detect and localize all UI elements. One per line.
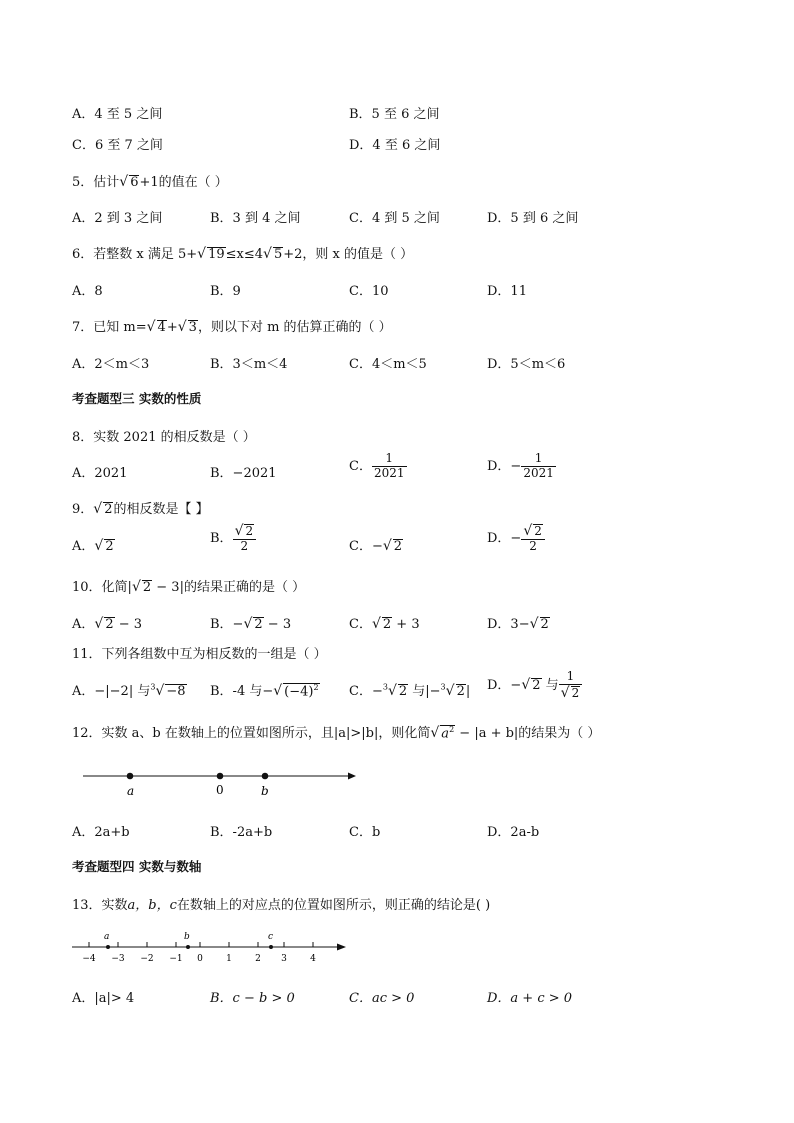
q11-d-pre: D．− (487, 677, 522, 693)
q9-a-radicand: 2 (105, 539, 114, 554)
q7-option-a: A．2＜m＜3 (72, 357, 150, 372)
section-heading-4: 考查题型四 实数与数轴 (72, 859, 202, 874)
label-b: b (261, 784, 269, 798)
q6-option-c: C．10 (349, 284, 389, 299)
q10-d-radicand: 2 (540, 617, 549, 632)
q11-c-radicand-2: 2 (456, 684, 465, 699)
q7-option-d: D．5＜m＜6 (487, 357, 566, 372)
q8-option-d (487, 452, 556, 481)
q10-option-b (210, 613, 291, 632)
q8-c-label: C． (349, 458, 372, 474)
q11-a-radicand: −8 (166, 684, 186, 699)
radical-sign: √ (94, 538, 104, 554)
q5-stem (72, 171, 228, 190)
q6-option-d: D．11 (487, 284, 527, 299)
q11-option-a (72, 680, 187, 699)
q9-option-b (210, 523, 256, 554)
q7-stem-post: ，则以下对 m 的估算正确的（ ） (197, 320, 392, 335)
tick-label: 0 (197, 954, 203, 964)
q7-radicand-1: 4 (157, 320, 166, 335)
q10-stem (72, 576, 305, 595)
section-heading-3: 考查题型三 实数的性质 (72, 391, 202, 406)
q12-stem-pre: 12．实数 a、b 在数轴上的位置如图所示，且|a|>|b|，则化简 (72, 726, 431, 741)
q10-b-radicand: 2 (254, 617, 263, 632)
q10-radicand: 2 (142, 580, 152, 595)
q7-plus: + (166, 320, 178, 335)
radical-sign: √ (243, 616, 253, 632)
tick-group (89, 942, 313, 947)
radical-sign: √ (263, 246, 272, 262)
q13-option-a: A．|a|> 4 (72, 991, 135, 1006)
point-a (106, 945, 110, 949)
q12-radicand (440, 725, 455, 741)
q9-d-label: D．− (487, 530, 522, 546)
fraction-denominator: 2 (529, 539, 537, 554)
q8-option-a: A．2021 (72, 466, 128, 481)
q9-b-fraction (233, 523, 257, 554)
q4-option-a: A．4 至 5 之间 (72, 107, 163, 122)
exponent: 2 (449, 724, 455, 734)
radical-sign: √ (371, 616, 381, 632)
q9-b-radicand: 2 (245, 524, 254, 538)
q8-option-c (349, 452, 407, 481)
q7-option-c: C．4＜m＜5 (349, 357, 427, 372)
q9-a-label: A． (72, 539, 95, 554)
q5-radicand: 6 (130, 175, 139, 190)
q11-d-mid: 与 (541, 677, 559, 693)
tick-label: −3 (111, 954, 125, 964)
q7-option-b: B．3＜m＜4 (210, 357, 288, 372)
point-label-c: c (268, 932, 274, 942)
q13-option-c: C．ac > 0 (349, 991, 415, 1006)
tick-label: 4 (310, 954, 316, 964)
radical-sign: √ (387, 683, 397, 699)
q7-radicand-2: 3 (188, 320, 197, 335)
tick-label: −1 (169, 954, 183, 964)
q7-stem-pre: 7．已知 m= (72, 320, 147, 335)
radical-sign: √ (131, 579, 141, 595)
q11-d-radicand: 2 (532, 677, 541, 693)
point-a (127, 773, 134, 780)
q8-option-b: B．−2021 (210, 466, 277, 481)
q5-option-c: C．4 到 5 之间 (349, 211, 440, 226)
q5-option-d: D．5 到 6 之间 (487, 211, 579, 226)
q11-c-end: | (465, 684, 471, 699)
point-label-b: b (184, 932, 190, 942)
q10-d-label: D．3− (487, 617, 530, 632)
q11-option-d (487, 670, 582, 701)
q12-option-c: C．b (349, 825, 381, 840)
label-zero: 0 (216, 783, 224, 797)
q5-stem-post: +1的值在（ ） (139, 175, 228, 190)
q4-option-d: D．4 至 6 之间 (349, 138, 441, 153)
q11-b-base: (−4) (284, 684, 314, 699)
q10-stem-pre: 10．化简| (72, 580, 132, 595)
radical-sign: √ (560, 684, 570, 701)
root-index: 3 (440, 682, 446, 692)
q6-option-b: B．9 (210, 284, 241, 299)
q7-stem (72, 316, 392, 335)
q9-radicand: 2 (104, 502, 113, 517)
point-b (186, 945, 190, 949)
tick-label: 2 (255, 954, 261, 964)
q11-c-radicand: 2 (398, 684, 408, 699)
q13-stem-vars: a，b，c (127, 898, 177, 913)
q9-option-a (72, 535, 115, 554)
q6-stem (72, 243, 413, 262)
q10-b-label: B．− (210, 617, 244, 632)
q6-option-a: A．8 (72, 284, 103, 299)
q11-d-fraction (559, 670, 583, 701)
q12-option-b: B．-2a+b (210, 825, 273, 840)
root-index: 3 (150, 682, 156, 692)
q11-option-b (210, 680, 320, 699)
q10-a-radicand: 2 (105, 617, 114, 632)
radical-sign: √ (119, 174, 129, 190)
q10-b-post: − 3 (263, 617, 292, 632)
radical-sign: √ (93, 501, 103, 517)
fraction-numerator: 1 (521, 452, 556, 467)
radical-sign: √ (529, 616, 539, 632)
q9-d-radicand: 2 (534, 524, 542, 538)
fraction-numerator: 1 (372, 452, 407, 467)
q10-a-label: A． (72, 617, 95, 632)
q10-option-d (487, 613, 550, 632)
radical-sign: √ (197, 246, 207, 262)
q8-stem: 8．实数 2021 的相反数是（ ） (72, 430, 256, 445)
radical-sign: √ (155, 683, 165, 699)
q11-d-den-radicand: 2 (571, 685, 580, 700)
q10-c-radicand: 2 (382, 617, 392, 632)
q13-stem-pre: 13．实数 (72, 898, 128, 913)
q8-c-fraction (372, 452, 407, 481)
q8-d-label: D．− (487, 458, 522, 474)
q11-option-c (349, 680, 470, 699)
q12-number-line (80, 762, 365, 802)
point-label-a: a (104, 932, 110, 942)
q4-option-c: C．6 至 7 之间 (72, 138, 163, 153)
q13-number-line (66, 928, 356, 966)
radical-sign: √ (523, 523, 533, 539)
q5-option-a: A．2 到 3 之间 (72, 211, 163, 226)
radical-sign: √ (430, 725, 440, 741)
radical-sign: √ (94, 616, 104, 632)
q6-radicand-2: 5 (273, 247, 283, 262)
q11-c-pre: C．− (349, 684, 383, 699)
fraction-denominator: 2021 (523, 465, 554, 480)
q13-option-d: D．a + c > 0 (487, 991, 573, 1006)
radical-sign: √ (234, 523, 244, 539)
tick-labels (82, 954, 316, 964)
q12-stem (72, 722, 600, 741)
q11-c-mid: 与|− (408, 684, 441, 699)
q6-stem-post: +2，则 x 的值是（ ） (283, 247, 414, 262)
q12-option-d: D．2a-b (487, 825, 540, 840)
fraction-numerator: 1 (559, 670, 583, 685)
q11-b-pre: B．-4 与− (210, 684, 274, 699)
q10-stem-post: − 3|的结果正确的是（ ） (152, 580, 306, 595)
q13-stem-post: 在数轴上的对应点的位置如图所示，则正确的结论是( ) (176, 898, 491, 913)
q13-stem (72, 894, 490, 913)
radical-sign: √ (146, 319, 156, 335)
q9-b-label: B． (210, 530, 233, 546)
q6-stem-pre: 6．若整数 x 满足 5+ (72, 247, 198, 262)
point-b (262, 773, 269, 780)
label-a: a (127, 784, 135, 798)
root-index: 3 (382, 682, 388, 692)
radical-sign: √ (521, 676, 531, 693)
q9-d-fraction (521, 523, 545, 554)
arrow-icon (337, 944, 346, 951)
radical-sign: √ (177, 319, 187, 335)
q4-option-b: B．5 至 6 之间 (349, 107, 440, 122)
tick-label: 3 (281, 954, 287, 964)
q11-b-radicand (283, 683, 319, 699)
q9-option-c (349, 535, 403, 554)
q13-option-b: B．c − b > 0 (210, 991, 295, 1006)
fraction-denominator: 2 (240, 539, 249, 554)
q9-stem-pre: 9． (72, 502, 94, 517)
q10-c-label: C． (349, 617, 372, 632)
exponent: 2 (313, 682, 319, 692)
fraction-numerator (233, 523, 257, 540)
q6-stem-mid: ≤x≤4 (225, 247, 264, 262)
q11-stem: 11．下列各组数中互为相反数的一组是（ ） (72, 647, 327, 662)
q12-base: a (441, 726, 450, 741)
q9-c-label: C．− (349, 539, 383, 554)
radical-sign: √ (445, 683, 455, 699)
fraction-denominator (559, 685, 583, 701)
fraction-numerator (521, 523, 545, 540)
q8-d-fraction (521, 452, 556, 481)
q9-stem-post: 的相反数是【 】 (113, 502, 209, 517)
tick-label: −4 (82, 954, 96, 964)
point-zero (217, 773, 224, 780)
radical-sign: √ (273, 683, 283, 699)
q9-stem (72, 498, 209, 517)
q12-option-a: A．2a+b (72, 825, 130, 840)
q10-option-a (72, 613, 142, 632)
radical-sign: √ (382, 538, 392, 554)
point-c (269, 945, 273, 949)
q5-stem-pre: 5．估计 (72, 175, 120, 190)
q10-c-post: + 3 (392, 617, 420, 632)
q6-radicand-1: 19 (208, 247, 225, 262)
arrow-icon (348, 773, 356, 780)
q9-option-d (487, 523, 545, 554)
tick-label: −2 (140, 954, 154, 964)
q11-a-pre: A．−|−2| 与 (72, 684, 151, 699)
q9-c-radicand: 2 (393, 539, 403, 554)
q5-option-b: B．3 到 4 之间 (210, 211, 301, 226)
q12-stem-mid: − |a + b|的结果为（ ） (455, 726, 601, 741)
tick-label: 1 (226, 954, 232, 964)
q10-option-c (349, 613, 420, 632)
q10-a-post: − 3 (114, 617, 143, 632)
fraction-denominator: 2021 (373, 465, 405, 480)
